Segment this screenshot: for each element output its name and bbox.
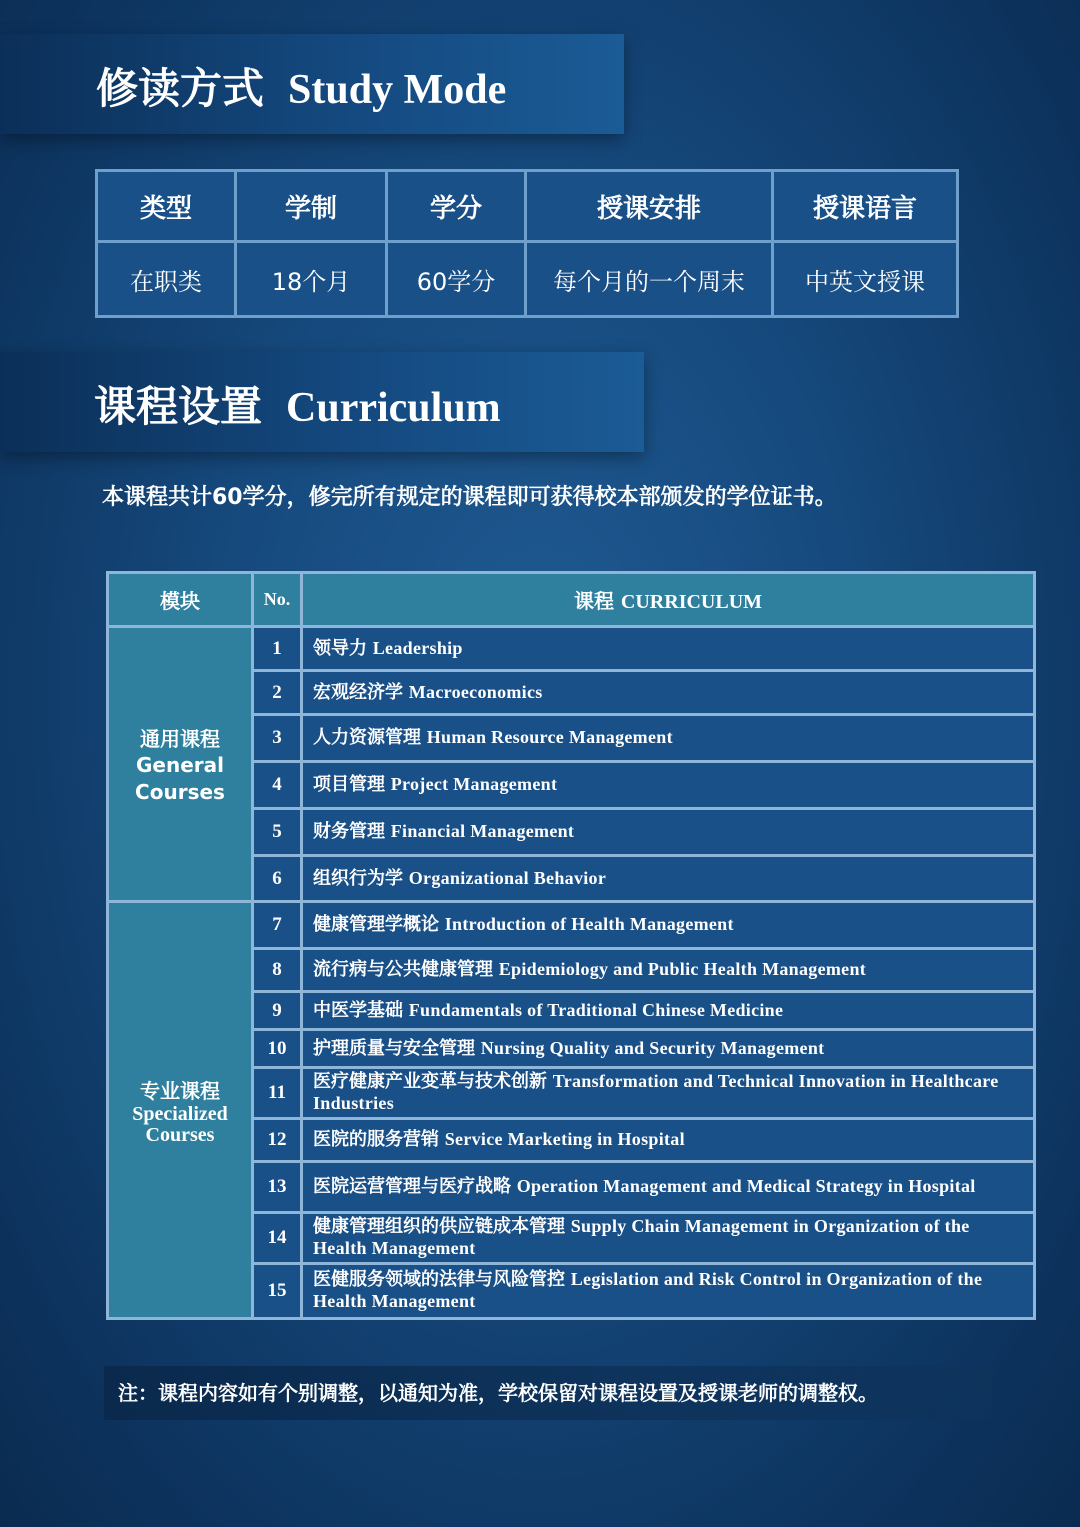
course-name [303,763,1033,807]
course-no: 1 [254,628,300,669]
course-zh: 中医学基础 [313,999,403,1021]
study-mode-title-zh: 修读方式 [96,64,265,113]
module-general-en2: Courses [135,779,225,804]
course-name [303,1163,1033,1211]
course-name [303,993,1033,1028]
course-en: Macroeconomics [408,681,543,702]
header-schedule: 授课安排 [527,172,771,240]
header-language: 授课语言 [774,172,956,240]
course-name [303,1265,1033,1317]
study-mode-banner [0,34,624,134]
course-no: 5 [254,810,300,854]
course-name [303,716,1033,760]
course-en: Legislation and Risk Control in Organization of the Health Management [313,1269,983,1311]
course-en: Introduction of Health Management [444,914,734,935]
module-general-zh: 通用课程 [140,726,220,751]
course-name [303,672,1033,713]
course-en: Fundamentals of Traditional Chinese Medicine [408,999,784,1020]
course-zh: 医疗健康产业变革与技术创新 [313,1071,547,1093]
course-no: 2 [254,672,300,713]
curriculum-header-row [109,574,1033,625]
course-en: Nursing Quality and Security Management [480,1037,825,1058]
course-name [303,1031,1033,1066]
header-credits: 学分 [388,172,524,240]
course-name [303,810,1033,854]
curriculum-banner [0,352,644,452]
curriculum-table [106,571,1036,1320]
course-zh: 财务管理 [313,821,385,843]
header-type: 类型 [98,172,234,240]
curriculum-intro: 本课程共计60学分，修完所有规定的课程即可获得校本部颁发的学位证书。 [102,485,837,510]
curriculum-title-zh: 课程设置 [94,382,263,431]
course-zh: 医院运营管理与医疗战略 [313,1176,511,1198]
curriculum-title-en: Curriculum [286,385,501,431]
course-name [303,903,1033,947]
course-en: Transformation and Technical Innovation in Healthcare Industries [313,1071,999,1113]
value-credits: 60学分 [388,243,524,315]
value-language: 中英文授课 [774,243,956,315]
study-mode-header-row [98,172,956,240]
study-mode-title-en: Study Mode [288,67,507,113]
module-specialized-en2: Courses [145,1123,215,1146]
value-duration: 18个月 [237,243,385,315]
course-en: Human Resource Management [426,727,673,748]
course-no: 7 [254,903,300,947]
course-no: 8 [254,950,300,990]
header-course-en: CURRICULUM [620,591,763,613]
course-no: 4 [254,763,300,807]
course-zh: 健康管理学概论 [313,914,439,936]
course-en: Epidemiology and Public Health Management [498,959,867,980]
module-general [109,628,251,900]
course-zh: 项目管理 [313,774,385,796]
course-no: 15 [254,1265,300,1317]
header-course-zh: 课程 [573,589,614,613]
course-zh: 组织行为学 [313,867,403,889]
course-name [303,628,1033,669]
course-zh: 人力资源管理 [313,727,421,749]
course-en: Project Management [390,774,558,795]
course-no: 12 [254,1120,300,1160]
course-name [303,1069,1033,1117]
study-mode-table [95,169,959,318]
course-en: Leadership [372,637,463,658]
footnote: 注：课程内容如有个别调整，以通知为准，学校保留对课程设置及授课老师的调整权。 [104,1366,992,1420]
curriculum-title [94,374,501,434]
module-specialized-en1: Specialized [132,1102,228,1125]
module-specialized [109,903,251,1317]
header-module: 模块 [109,574,251,625]
course-name [303,1214,1033,1262]
course-en: Operation Management and Medical Strategy in Hospital [516,1176,976,1197]
value-schedule: 每个月的一个周末 [527,243,771,315]
course-no: 3 [254,716,300,760]
course-zh: 健康管理组织的供应链成本管理 [313,1216,565,1238]
course-name [303,857,1033,900]
course-zh: 领导力 [313,637,367,659]
course-en: Organizational Behavior [408,867,607,888]
value-type: 在职类 [98,243,234,315]
course-en: Supply Chain Management in Organization of the Health Management [313,1216,970,1258]
header-duration: 学制 [237,172,385,240]
module-specialized-zh: 专业课程 [140,1078,220,1103]
table-row [109,903,1033,947]
header-course [303,574,1033,625]
header-no: No. [254,574,300,625]
course-no: 10 [254,1031,300,1066]
course-name [303,1120,1033,1160]
course-zh: 流行病与公共健康管理 [313,959,493,981]
course-zh: 医院的服务营销 [313,1129,439,1151]
course-zh: 护理质量与安全管理 [313,1037,475,1059]
course-en: Service Marketing in Hospital [444,1129,685,1150]
study-mode-value-row [98,243,956,315]
course-en: Financial Management [390,821,575,842]
course-zh: 宏观经济学 [313,681,403,703]
course-no: 14 [254,1214,300,1262]
course-no: 11 [254,1069,300,1117]
course-zh: 医健服务领域的法律与风险管控 [313,1269,565,1291]
course-no: 9 [254,993,300,1028]
course-no: 6 [254,857,300,900]
course-name [303,950,1033,990]
study-mode-title [96,56,506,116]
table-row [109,628,1033,669]
course-no: 13 [254,1163,300,1211]
module-general-en1: General [136,752,224,777]
